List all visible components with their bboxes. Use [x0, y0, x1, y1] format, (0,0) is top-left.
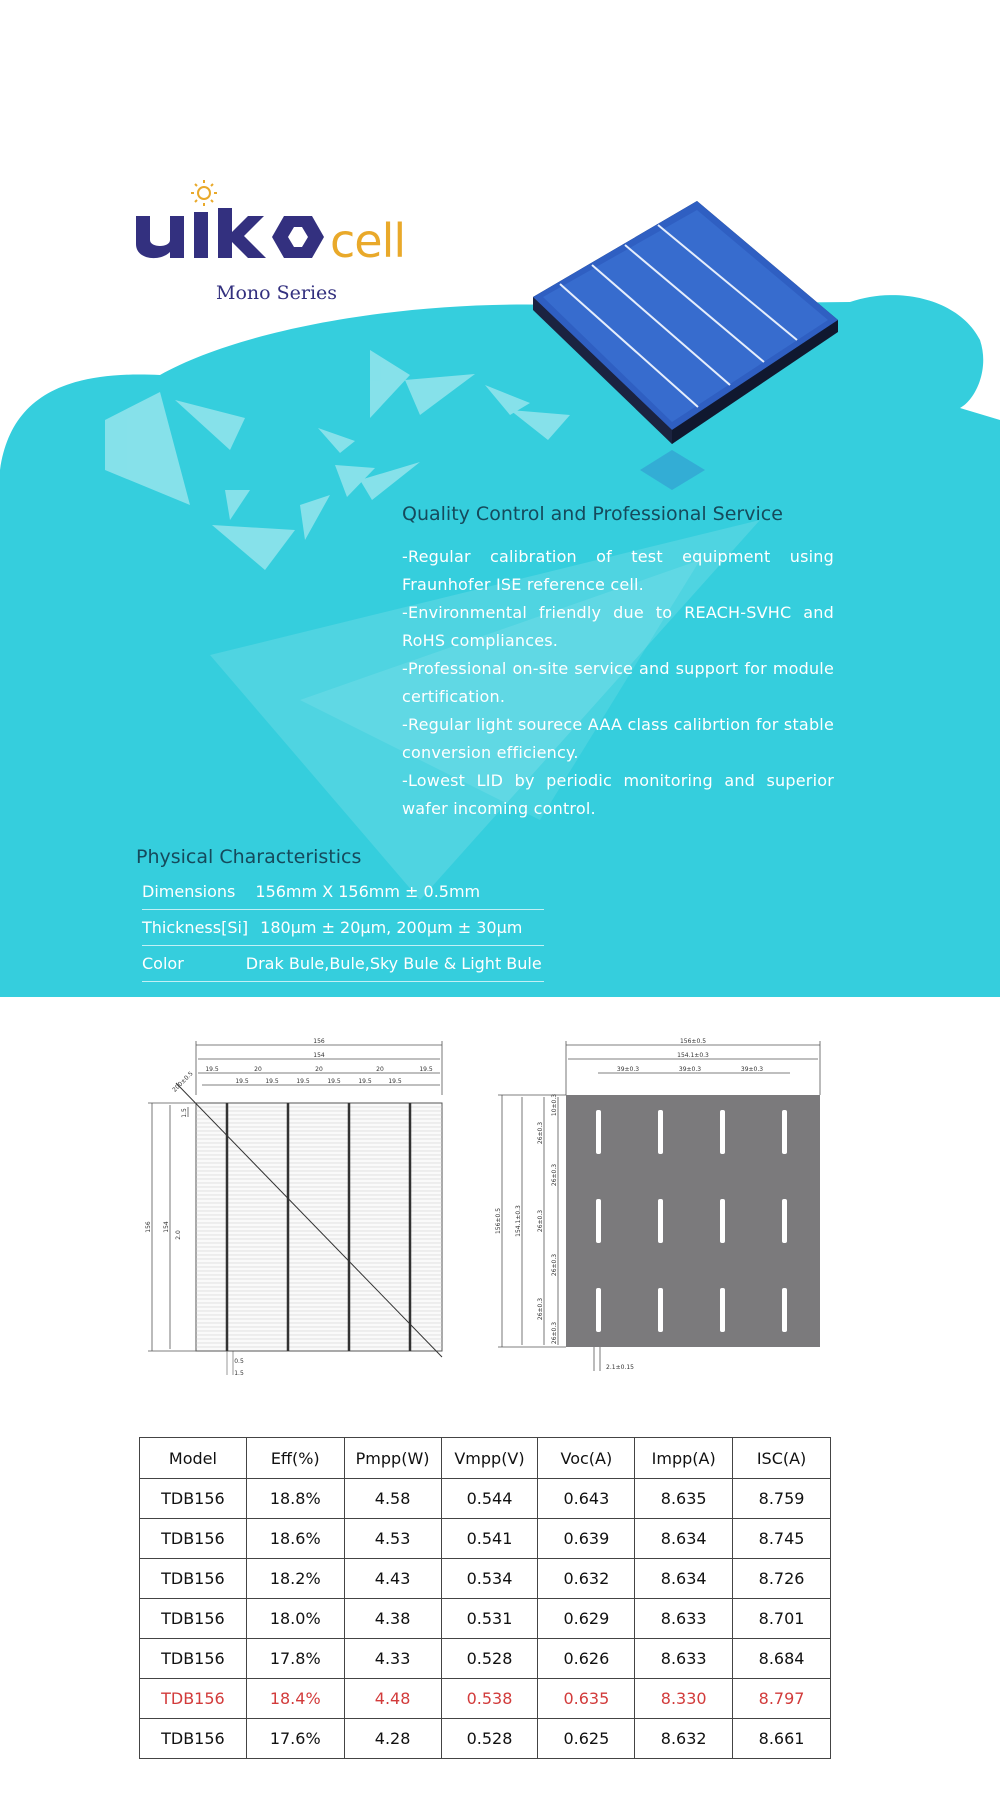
physical-row [142, 910, 544, 946]
dim-label: 19.5 [327, 1078, 341, 1085]
dim-label: 156±0.5 [495, 1207, 502, 1235]
physical-title: Physical Characteristics [136, 846, 362, 868]
table-cell: TDB156 [140, 1719, 247, 1759]
dim-label: 26±0.3 [551, 1321, 558, 1345]
dim-label: 19.5 [205, 1066, 219, 1073]
dim-label: 26±0.3 [537, 1297, 544, 1321]
table-cell: 8.661 [733, 1719, 831, 1759]
physical-value: Drak Bule,Bule,Sky Bule & Light Bule [245, 954, 542, 973]
dim-label: 10±0.3 [551, 1093, 558, 1117]
dim-label: 26±0.3 [551, 1163, 558, 1187]
dim-label: 154 [163, 1221, 170, 1233]
dim-label: 154.1±0.3 [677, 1052, 709, 1059]
back-side-drawing [490, 1035, 830, 1380]
dim-label: 1.5 [234, 1370, 244, 1377]
table-cell: 18.6% [246, 1519, 344, 1559]
table-row [140, 1639, 831, 1679]
quality-item: -Regular light sourece AAA class calibrtion for stable conversion efficiency. [402, 715, 834, 762]
table-cell: 17.8% [246, 1639, 344, 1679]
dim-label: 154 [313, 1052, 325, 1059]
table-cell: TDB156 [140, 1679, 247, 1719]
physical-row [142, 946, 544, 982]
table-cell: 8.634 [635, 1519, 733, 1559]
physical-label: Color [142, 954, 184, 973]
table-cell: TDB156 [140, 1599, 247, 1639]
table-cell: 8.701 [733, 1599, 831, 1639]
table-row [140, 1599, 831, 1639]
dim-label: 0.5 [234, 1358, 244, 1365]
table-cell: TDB156 [140, 1519, 247, 1559]
table-cell: TDB156 [140, 1479, 247, 1519]
dim-label: 19.5 [358, 1078, 372, 1085]
col-header: Impp(A) [635, 1438, 733, 1479]
quality-section [402, 503, 834, 823]
table-cell: 4.38 [344, 1599, 441, 1639]
spec-table [139, 1437, 831, 1759]
table-cell: 8.632 [635, 1719, 733, 1759]
brand-logo [130, 178, 410, 308]
table-cell: 0.632 [538, 1559, 635, 1599]
table-cell: 0.629 [538, 1599, 635, 1639]
dim-label: 39±0.3 [616, 1066, 640, 1073]
table-cell: 0.643 [538, 1479, 635, 1519]
table-cell: 4.43 [344, 1559, 441, 1599]
dim-label: 26±0.3 [551, 1253, 558, 1277]
quality-item: -Regular calibration of test equipment using Fraunhofer ISE reference cell. [402, 547, 834, 594]
dim-label: 20 [315, 1066, 323, 1073]
table-cell: 0.538 [441, 1679, 538, 1719]
table-cell: 18.2% [246, 1559, 344, 1599]
dim-label: 26±0.3 [537, 1121, 544, 1145]
table-cell: 4.48 [344, 1679, 441, 1719]
col-header: Vmpp(V) [441, 1438, 538, 1479]
dim-label: 2.1±0.15 [606, 1364, 634, 1371]
dim-label: 19.5 [388, 1078, 402, 1085]
table-cell: 4.53 [344, 1519, 441, 1559]
table-cell: 8.634 [635, 1559, 733, 1599]
table-row [140, 1479, 831, 1519]
col-header: Pmpp(W) [344, 1438, 441, 1479]
physical-value: 180μm ± 20μm, 200μm ± 30μm [260, 918, 523, 937]
dim-label: 1.5 [181, 1108, 188, 1118]
table-cell: 0.626 [538, 1639, 635, 1679]
table-cell: 8.797 [733, 1679, 831, 1719]
table-cell: TDB156 [140, 1559, 247, 1599]
table-cell: 4.33 [344, 1639, 441, 1679]
dim-label: 20 [254, 1066, 262, 1073]
table-cell: 0.531 [441, 1599, 538, 1639]
quality-item: -Environmental friendly due to REACH-SVHC and RoHS compliances. [402, 603, 834, 650]
dim-label: 154.1±0.3 [515, 1205, 522, 1237]
table-cell: 4.28 [344, 1719, 441, 1759]
physical-section [136, 846, 544, 982]
table-cell: 18.4% [246, 1679, 344, 1719]
table-cell: 0.625 [538, 1719, 635, 1759]
table-cell: 8.633 [635, 1599, 733, 1639]
dim-label: 19.5 [235, 1078, 249, 1085]
table-cell: 0.528 [441, 1719, 538, 1759]
table-cell: 17.6% [246, 1719, 344, 1759]
table-cell: 8.684 [733, 1639, 831, 1679]
dim-label: 200±0.5 [171, 1070, 195, 1094]
table-header-row [140, 1438, 831, 1479]
dim-label: 156±0.5 [679, 1038, 707, 1045]
front-grid-drawing [140, 1035, 455, 1380]
table-row [140, 1559, 831, 1599]
table-cell: 8.635 [635, 1479, 733, 1519]
table-cell: 18.8% [246, 1479, 344, 1519]
table-row [140, 1519, 831, 1559]
series-label: Mono Series [216, 282, 338, 304]
dim-label: 39±0.3 [678, 1066, 702, 1073]
table-cell: 0.534 [441, 1559, 538, 1599]
table-row [140, 1719, 831, 1759]
quality-item: -Lowest LID by periodic monitoring and superior wafer incoming control. [402, 771, 834, 818]
table-cell: 8.745 [733, 1519, 831, 1559]
dim-label: 39±0.3 [740, 1066, 764, 1073]
logo-cell-text: cell [330, 214, 406, 268]
physical-value: 156mm X 156mm ± 0.5mm [255, 882, 481, 901]
dim-label: 19.5 [419, 1066, 433, 1073]
quality-title: Quality Control and Professional Service [402, 503, 783, 525]
dim-label: 20 [376, 1066, 384, 1073]
dim-label: 156 [313, 1038, 325, 1045]
table-row [140, 1679, 831, 1719]
physical-label: Thickness[Si] [142, 918, 249, 937]
col-header: Voc(A) [538, 1438, 635, 1479]
table-cell: 8.759 [733, 1479, 831, 1519]
physical-label: Dimensions [142, 882, 236, 901]
table-cell: 8.330 [635, 1679, 733, 1719]
table-cell: 4.58 [344, 1479, 441, 1519]
dim-label: 26±0.3 [537, 1209, 544, 1233]
dim-label: 19.5 [296, 1078, 310, 1085]
dim-label: 19.5 [265, 1078, 279, 1085]
table-cell: 0.528 [441, 1639, 538, 1679]
physical-row [142, 874, 544, 910]
col-header: ISC(A) [733, 1438, 831, 1479]
table-cell: 0.639 [538, 1519, 635, 1559]
table-cell: 0.541 [441, 1519, 538, 1559]
table-cell: TDB156 [140, 1639, 247, 1679]
quality-item: -Professional on-site service and support for module certification. [402, 659, 834, 706]
col-header: Eff(%) [246, 1438, 344, 1479]
table-cell: 18.0% [246, 1599, 344, 1639]
table-cell: 8.726 [733, 1559, 831, 1599]
dim-label: 156 [145, 1221, 152, 1233]
col-header: Model [140, 1438, 247, 1479]
table-cell: 8.633 [635, 1639, 733, 1679]
table-cell: 0.544 [441, 1479, 538, 1519]
dim-label: 2.0 [175, 1230, 182, 1240]
table-cell: 0.635 [538, 1679, 635, 1719]
